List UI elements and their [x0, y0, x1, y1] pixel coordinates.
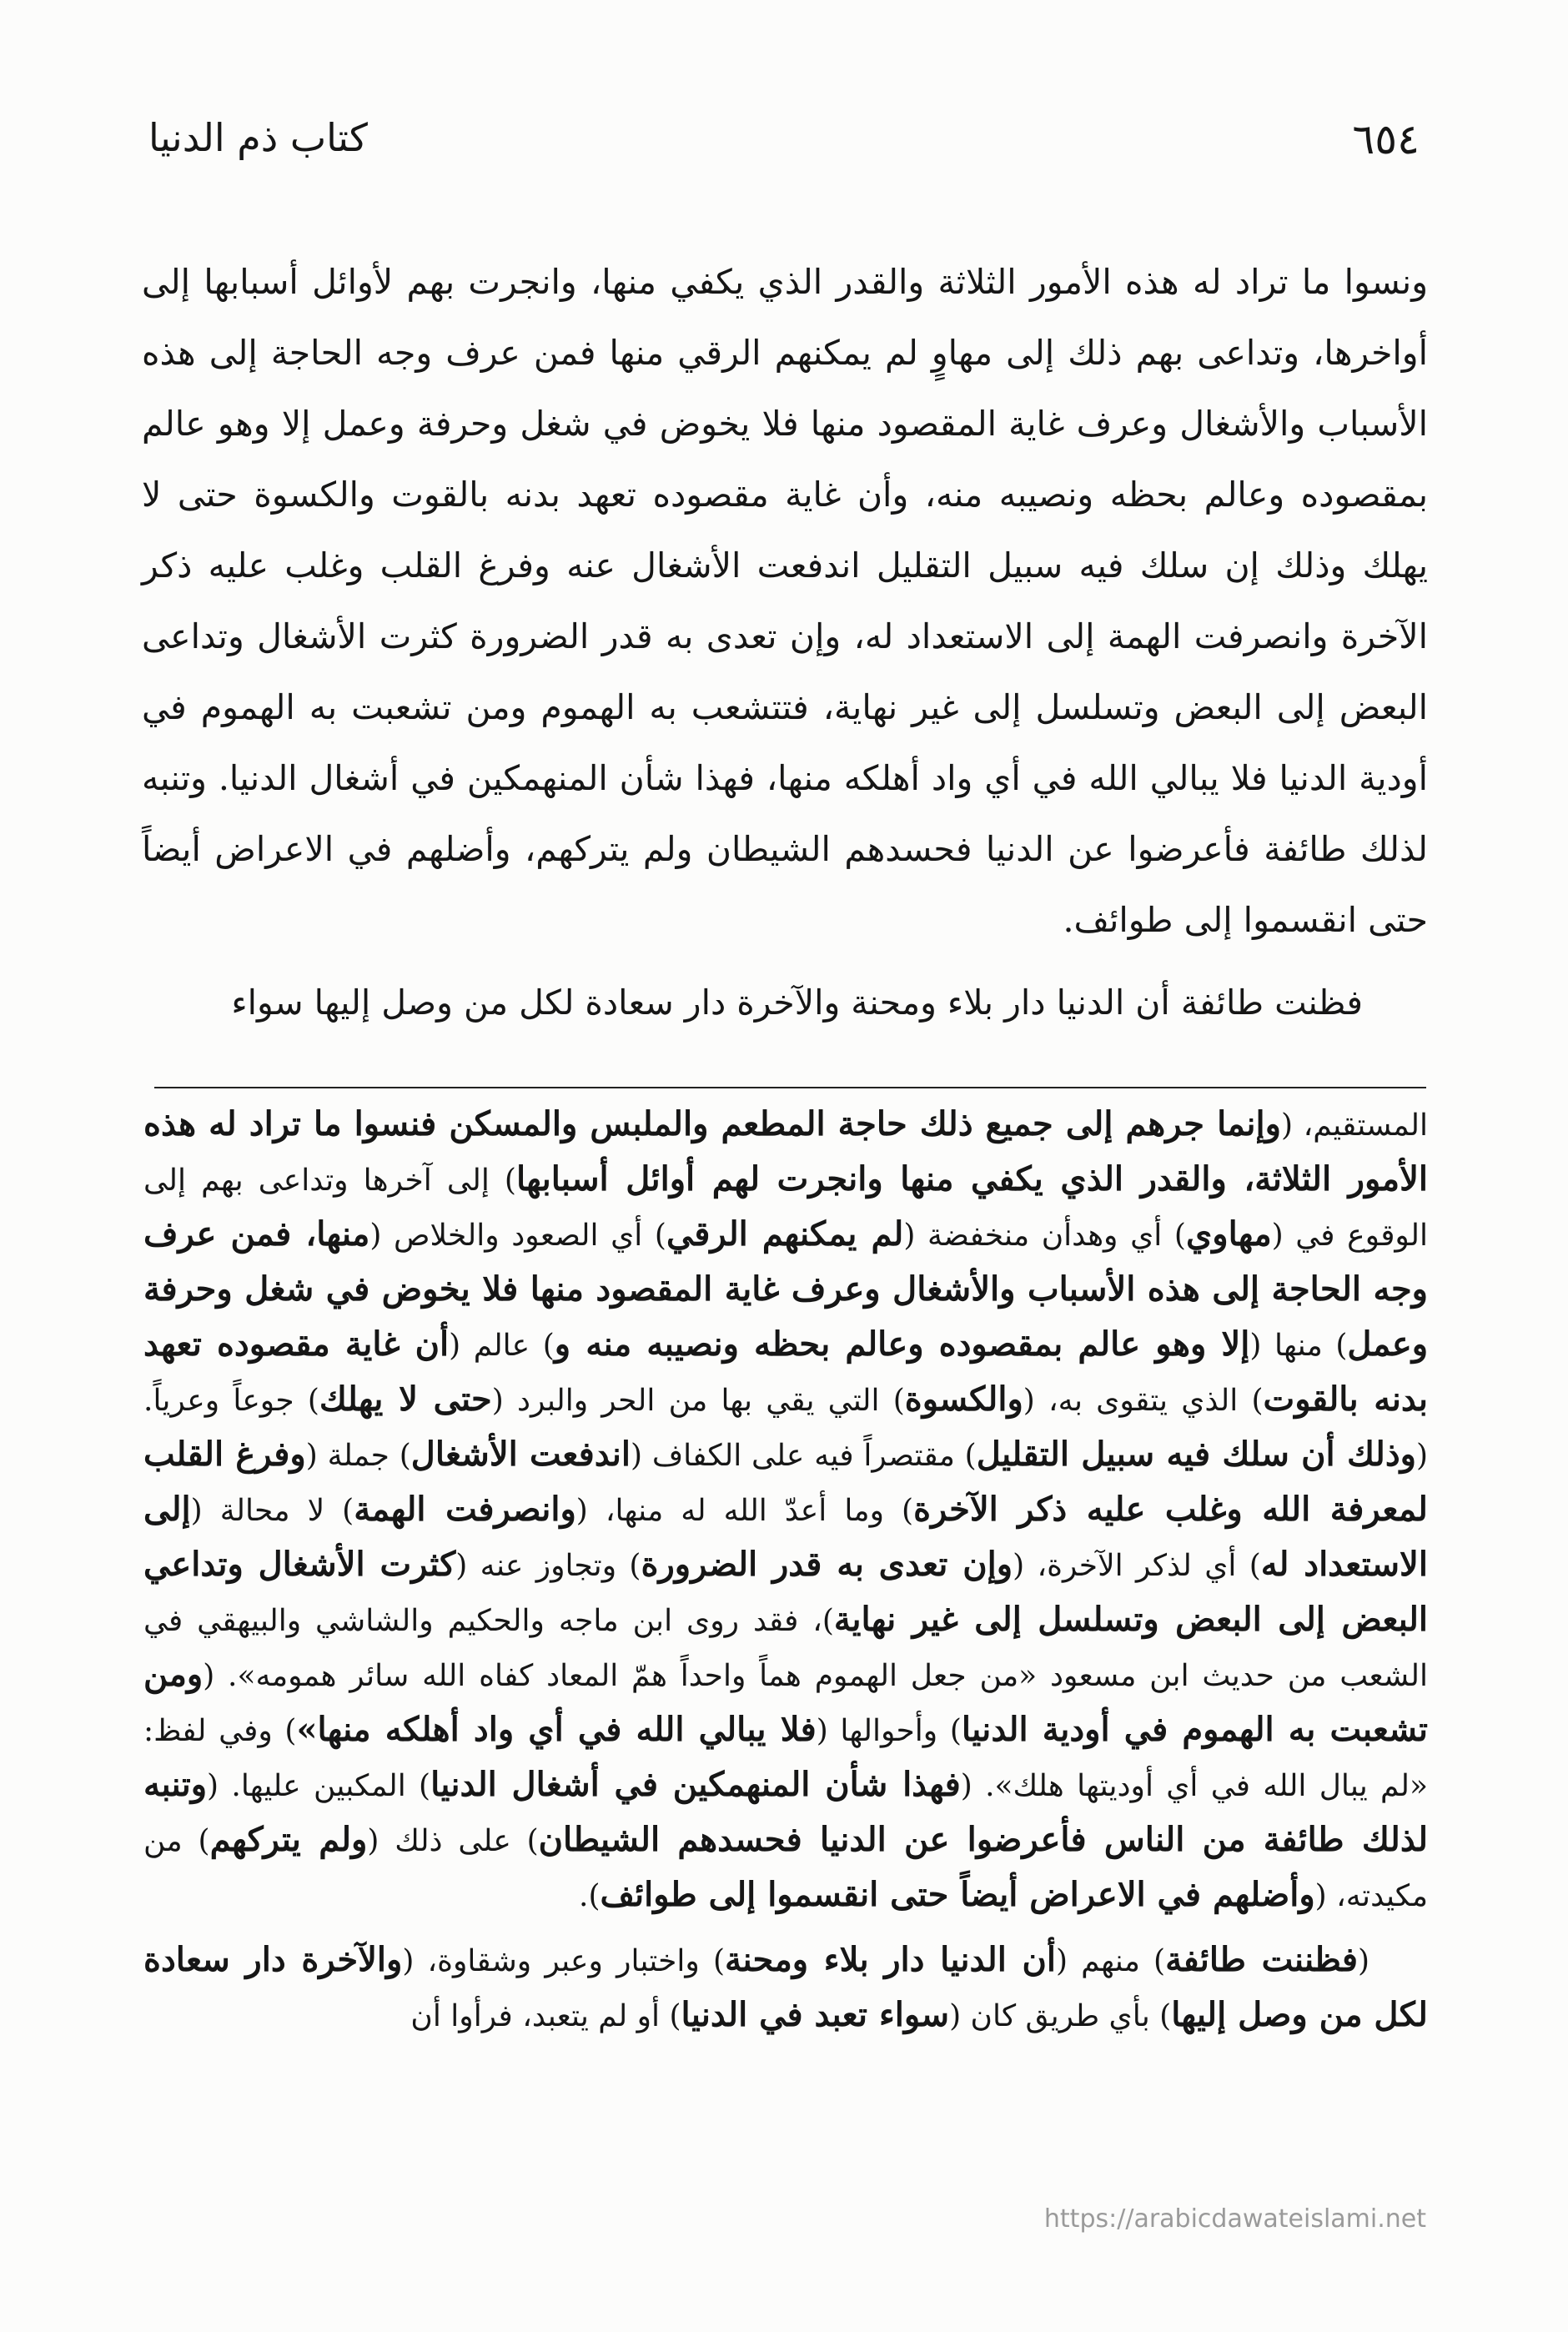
commentary-note: (: [1357, 1944, 1369, 1978]
commentary-note: المستقيم، (: [1280, 1108, 1428, 1143]
commentary-note: )، فقد روى ابن ماجه والحكيم والشاشي والبيهقي في الشعب من حديث ابن مسعود «من جعل الهموم هماً واحداً همّ المعاد كفاه الله سائر همومه». (: [143, 1604, 1428, 1693]
quoted-text: سواء تعبد في الدنيا: [681, 1995, 950, 2034]
quoted-text: أن غاية مقصوده تعهد بدنه بالقوت: [143, 1324, 1428, 1419]
main-paragraph: فظنت طائفة أن الدنيا دار بلاء ومحنة والآخرة دار سعادة لكل من وصل إليها سواء: [231, 983, 1363, 1023]
commentary-note: ) مقتصراً فيه على الكفاف (: [630, 1439, 977, 1473]
quoted-text: فظننت طائفة: [1165, 1940, 1358, 1979]
running-title: كتاب ذم الدنيا: [148, 115, 368, 160]
quoted-text: حتى لا يهلك: [319, 1380, 492, 1419]
watermark-url: https://arabicdawateislami.net: [1043, 2204, 1426, 2234]
quoted-text: ومن تشعبت به الهموم في أودية الدنيا: [143, 1655, 1429, 1749]
commentary-note: ) أو لم يتعبد، فرأوا أن: [410, 1999, 681, 2033]
commentary-note: ) إلى آخرها وتداعى بهم إلى الوقوع في (: [143, 1163, 1429, 1253]
quoted-text: ولم يتركهم: [209, 1820, 368, 1859]
quoted-text: وانصرفت الهمة: [354, 1490, 576, 1529]
commentary-note: ) وما أعدّ الله له منها، (: [575, 1494, 914, 1528]
quoted-text: وذلك أن سلك فيه سبيل التقليل: [976, 1435, 1416, 1474]
commentary-paragraph: [143, 1933, 1428, 2043]
commentary-note: ) أي الصعود والخلاص (: [369, 1219, 666, 1253]
page-number: ٦٥٤: [1352, 115, 1420, 163]
quoted-text: والآخرة دار سعادة لكل من وصل إليها: [143, 1940, 1428, 2034]
commentary-note: ) جوعاً وعرياً. (: [143, 1384, 1429, 1473]
commentary-note: ) لا محالة (: [190, 1494, 354, 1528]
commentary-note: ) وأحوالها (: [816, 1714, 962, 1748]
commentary-note: ) أي وهدأن منخفضة (: [903, 1219, 1186, 1253]
quoted-text: وفرغ القلب لمعرفة الله وغلب عليه ذكر الآخرة: [143, 1435, 1428, 1529]
quoted-text: وأضلهم في الاعراض أيضاً حتى انقسموا إلى طوائف: [600, 1875, 1315, 1914]
commentary-note: ) بأي طريق كان (: [949, 1999, 1172, 2033]
commentary-note: ) جملة (: [305, 1439, 411, 1473]
quoted-text: وإنما جرهم إلى جميع ذلك حاجة المطعم والملبس والمسكن فنسوا ما تراد له هذه الأمور الثلاثة، والقدر الذي يكفي منها وانجرت لهم أوائل أسبابها: [143, 1104, 1428, 1199]
commentary-note: ) الذي يتقوى به، (: [1023, 1384, 1264, 1418]
commentary-note: ) وتجاوز عنه (: [455, 1549, 641, 1583]
quoted-text: إلا وهو عالم بمقصوده وعالم بحظه ونصيبه منه و: [554, 1324, 1250, 1364]
quoted-text: كثرت الأشغال وتداعي البعض إلى البعض وتسلسل إلى غير نهاية: [143, 1545, 1428, 1639]
commentary-note: ) منها (: [1249, 1329, 1348, 1363]
quoted-text: فلا يبالي الله في أي واد أهلكه منها»: [296, 1710, 817, 1749]
commentary-note: ) واختبار وعبر وشقاوة، (: [402, 1944, 726, 1978]
page-header: [148, 115, 1420, 173]
quoted-text: وإن تعدى به قدر الضرورة: [641, 1545, 1013, 1584]
quoted-text: وتنبه لذلك طائفة من الناس فأعرضوا عن الدنيا فحسدهم الشيطان: [143, 1765, 1429, 1859]
commentary-note: ) التي يقي بها من الحر والبرد (: [491, 1384, 905, 1418]
commentary-note: ) على ذلك (: [367, 1824, 539, 1858]
commentary-note: ) المكبين عليها. (: [207, 1769, 431, 1803]
quoted-text: مهاوي: [1185, 1214, 1272, 1254]
commentary-note: ).: [579, 1879, 601, 1913]
commentary-text: [143, 1098, 1428, 2043]
commentary-note: ) وفي لفظ: «لم يبال الله في أي أوديتها هلك». (: [143, 1714, 1428, 1803]
commentary-note: ) منهم (: [1055, 1944, 1166, 1978]
quoted-text: إلى الاستعداد له: [143, 1490, 1428, 1584]
commentary-note: ) أي لذكر الآخرة، (: [1013, 1549, 1261, 1583]
commentary-note: ) من مكيدته، (: [143, 1824, 1428, 1913]
commentary-paragraph: [143, 1098, 1428, 1923]
quoted-text: اندفعت الأشغال: [410, 1435, 631, 1474]
quoted-text: منها، فمن عرف وجه الحاجة إلى هذه الأسباب والأشغال وعرف غاية المقصود منها فلا يخوض في شغل وحرفة وعمل: [143, 1214, 1429, 1364]
main-paragraph: ونسوا ما تراد له هذه الأمور الثلاثة والقدر الذي يكفي منها، وانجرت بهم لأوائل أسبابها إلى أواخرها، وتداعى بهم ذلك إلى مهاوٍ لم يمكنهم الرقي منها فمن عرف وجه الحاجة إلى هذه الأسباب والأشغال وعرف غاية المقصود منها فلا يخوض في شغل وحرفة وعمل إلا وهو عالم بمقصوده وعالم بحظه ونصيبه منه، وأن غاية مقصوده تعهد بدنه بالقوت والكسوة حتى لا يهلك وذلك إن سلك فيه سبيل التقليل اندفعت الأشغال عنه وفرغ القلب وغلب عليه ذكر الآخرة وانصرفت الهمة إلى الاستعداد له، وإن تعدى به قدر الضرورة كثرت الأشغال وتداعى البعض إلى البعض وتسلسل إلى غير نهاية، فتتشعب به الهموم ومن تشعبت به الهموم في أودية الدنيا فلا يبالي الله في أي واد أهلكه منها، فهذا شأن المنهمكين في أشغال الدنيا. وتنبه لذلك طائفة فأعرضوا عن الدنيا فحسدهم الشيطان ولم يتركهم، وأضلهم في الاعراض أيضاً حتى انقسموا إلى طوائف.: [142, 262, 1428, 940]
quoted-text: لم يمكنهم الرقي: [666, 1214, 904, 1254]
main-text: [142, 247, 1428, 1038]
quoted-text: والكسوة: [904, 1380, 1023, 1419]
quoted-text: فهذا شأن المنهمكين في أشغال الدنيا: [430, 1765, 961, 1804]
quoted-text: أن الدنيا دار بلاء ومحنة: [725, 1940, 1056, 1979]
commentary-note: ) عالم (: [449, 1329, 555, 1363]
footnote-divider: [154, 1087, 1426, 1088]
